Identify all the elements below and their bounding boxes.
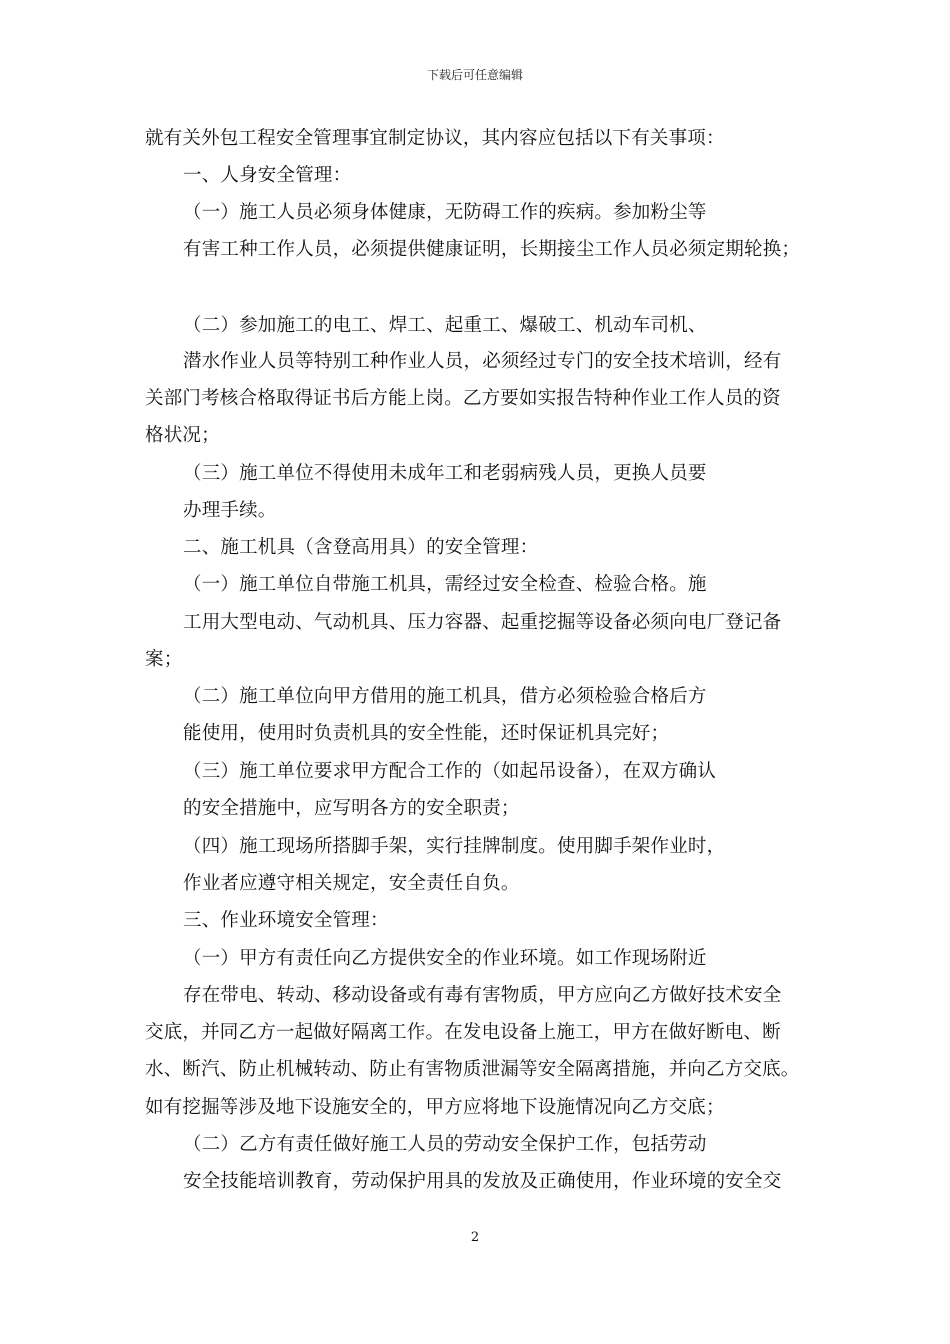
text-line: 潜水作业人员等特别工种作业人员，必须经过专门的安全技术培训，经有: [183, 351, 782, 372]
text-line: 二、施工机具（含登高用具）的安全管理：: [183, 537, 539, 558]
page-header: 下载后可任意编辑: [426, 68, 523, 82]
text-line: （二）参加施工的电工、焊工、起重工、爆破工、机动车司机、: [183, 315, 707, 336]
text-line: 三、作业环境安全管理：: [183, 910, 389, 931]
text-line: 作业者应遵守相关规定，安全责任自负。: [183, 873, 520, 894]
text-line: （三）施工单位要求甲方配合工作的（如起吊设备），在双方确认: [183, 761, 717, 782]
text-line: 水、断汽、防止机械转动、防止有害物质泄漏等安全隔离措施，并向乙方交底。: [145, 1059, 800, 1080]
text-line: 能使用，使用时负责机具的安全性能，还时保证机具完好；: [183, 723, 670, 744]
text-line: 工用大型电动、气动机具、压力容器、起重挖掘等设备必须向电厂登记备: [183, 612, 782, 633]
text-line: 格状况；: [145, 425, 220, 446]
text-line: （三）施工单位不得使用未成年工和老弱病残人员，更换人员要: [183, 463, 707, 484]
text-line: 如有挖掘等涉及地下设施安全的，甲方应将地下设施情况向乙方交底；: [145, 1097, 725, 1118]
text-line: 办理手续。: [183, 500, 277, 521]
text-line: （一）甲方有责任向乙方提供安全的作业环境。如工作现场附近: [183, 948, 707, 969]
text-line: 的安全措施中，应写明各方的安全职责；: [183, 798, 520, 819]
text-line: 有害工种工作人员，必须提供健康证明，长期接尘工作人员必须定期轮换；: [183, 239, 801, 260]
text-line: （二）施工单位向甲方借用的施工机具，借方必须检验合格后方: [183, 686, 707, 707]
text-line: 安全技能培训教育，劳动保护用具的发放及正确使用，作业环境的安全交: [183, 1171, 782, 1192]
text-line: 案；: [145, 649, 183, 670]
text-line: （一）施工单位自带施工机具，需经过安全检查、检验合格。施: [183, 574, 707, 595]
text-line: 就有关外包工程安全管理事宜制定协议，其内容应包括以下有关事项：: [145, 128, 725, 149]
text-line: 存在带电、转动、移动设备或有毒有害物质，甲方应向乙方做好技术安全: [183, 985, 782, 1006]
text-line: （四）施工现场所搭脚手架，实行挂牌制度。使用脚手架作业时，: [183, 836, 726, 857]
page-number: 2: [470, 1230, 480, 1245]
text-line: （一）施工人员必须身体健康，无防碍工作的疾病。参加粉尘等: [183, 202, 707, 223]
text-line: 一、人身安全管理：: [183, 165, 352, 186]
text-line: 关部门考核合格取得证书后方能上岗。乙方要如实报告特种作业工作人员的资: [145, 388, 781, 409]
text-line: （二）乙方有责任做好施工人员的劳动安全保护工作，包括劳动: [183, 1134, 707, 1155]
text-line: 交底，并同乙方一起做好隔离工作。在发电设备上施工，甲方在做好断电、断: [145, 1022, 781, 1043]
